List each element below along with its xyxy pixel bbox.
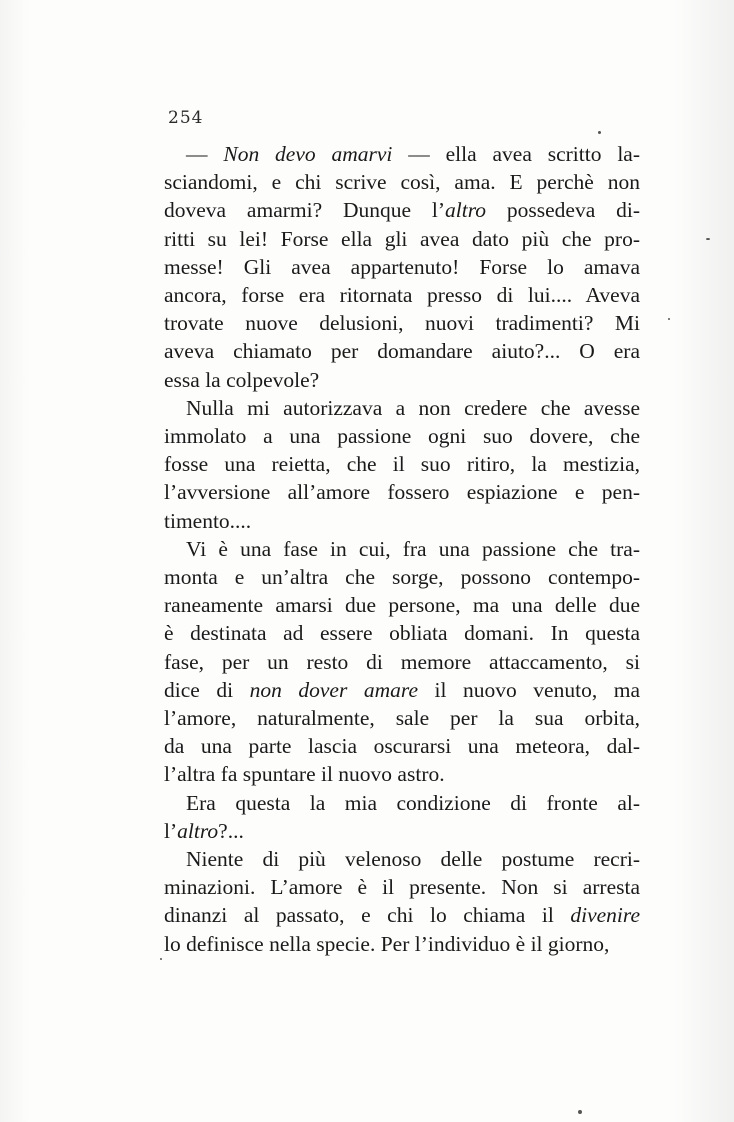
text-line — [164, 337, 640, 365]
text-line — [164, 281, 640, 309]
text-line — [164, 930, 640, 958]
text-line — [164, 535, 640, 563]
text-line — [164, 591, 640, 619]
text-segment: messe! Gli avea appartenuto! Forse lo amava — [164, 254, 640, 279]
scan-speck — [160, 958, 162, 960]
text-segment: ?... — [218, 818, 244, 843]
text-line — [164, 225, 640, 253]
text-line — [164, 309, 640, 337]
text-segment: l’amore, naturalmente, sale per la sua orbita, — [164, 706, 640, 731]
text-segment: lo definisce nella specie. Per l’individuo è il giorno, — [164, 931, 610, 956]
text-segment: aveva chiamato per domandare aiuto?... O era — [164, 339, 640, 364]
text-segment: timento.... — [164, 508, 252, 533]
italic-text: divenire — [570, 903, 640, 928]
text-line — [164, 789, 640, 817]
text-line — [164, 563, 640, 591]
text-line — [164, 507, 640, 535]
scan-speck — [578, 1110, 582, 1114]
text-line — [164, 168, 640, 196]
text-segment: da una parte lascia oscurarsi una meteora, dal- — [164, 734, 640, 759]
text-segment: l’avversione all’amore fossero espiazione e pen- — [164, 480, 640, 505]
text-segment: dice di — [164, 677, 250, 702]
text-segment: fosse una reietta, che il suo ritiro, la mestizia, — [164, 452, 640, 477]
text-line — [164, 366, 640, 394]
text-segment: essa la colpevole? — [164, 367, 320, 392]
text-line — [164, 394, 640, 422]
text-segment: ancora, forse era ritornata presso di lui.... Aveva — [164, 283, 640, 308]
text-line — [164, 196, 640, 224]
text-line — [164, 901, 640, 929]
text-line — [164, 676, 640, 704]
italic-text: Non devo amarvi — [223, 142, 393, 166]
text-segment: trovate nuove delusioni, nuovi tradimenti? Mi — [164, 311, 640, 336]
text-line — [164, 704, 640, 732]
text-segment: raneamente amarsi due persone, ma una delle due — [164, 593, 640, 618]
scan-speck — [706, 238, 710, 240]
text-segment: — — [186, 142, 224, 166]
text-segment: Niente di più velenoso delle postume recri- — [186, 847, 640, 872]
text-line — [164, 845, 640, 873]
text-line — [164, 648, 640, 676]
text-line — [164, 253, 640, 281]
page-edge-shadow-left — [0, 0, 30, 1122]
text-segment: è destinata ad essere obliata domani. In questa — [164, 621, 640, 646]
text-segment: — ella avea scritto la- — [392, 142, 640, 166]
text-segment: immolato a una passione ogni suo dovere, che — [164, 424, 640, 449]
body-text — [164, 140, 640, 958]
text-line — [164, 873, 640, 901]
text-segment: Vi è una fase in cui, fra una passione che tra- — [186, 536, 640, 561]
text-segment: possedeva di- — [486, 198, 640, 223]
italic-text: non dover amare — [249, 677, 419, 702]
text-line — [164, 619, 640, 647]
text-line — [164, 760, 640, 788]
text-segment: sciandomi, e chi scrive così, ama. E perchè non — [164, 170, 640, 195]
text-segment: Nulla mi autorizzava a non credere che avesse — [186, 395, 640, 420]
text-segment: dinanzi al passato, e chi lo chiama il — [164, 903, 571, 928]
text-segment: minazioni. L’amore è il presente. Non si arresta — [164, 875, 640, 900]
text-line — [164, 732, 640, 760]
scan-speck — [668, 318, 670, 320]
text-segment: doveva amarmi? Dunque l’ — [164, 198, 446, 223]
text-segment: fase, per un resto di memore attaccamento, si — [164, 649, 640, 674]
text-line — [164, 140, 640, 168]
text-segment: monta e un’altra che sorge, possono contempo- — [164, 565, 640, 590]
page-edge-shadow-right — [674, 0, 734, 1122]
text-line — [164, 422, 640, 450]
text-segment: ritti su lei! Forse ella gli avea dato più che pro- — [164, 226, 640, 251]
text-line — [164, 478, 640, 506]
italic-text: altro — [445, 198, 487, 223]
scan-speck — [598, 131, 601, 134]
text-segment: Era questa la mia condizione di fronte al- — [186, 790, 640, 815]
text-segment: l’ — [164, 818, 178, 843]
text-line — [164, 450, 640, 478]
text-segment: il nuovo venuto, ma — [418, 677, 640, 702]
page-number: 254 — [168, 108, 204, 128]
text-segment: l’altra fa spuntare il nuovo astro. — [164, 762, 445, 787]
italic-text: altro — [177, 818, 219, 843]
text-line — [164, 817, 640, 845]
